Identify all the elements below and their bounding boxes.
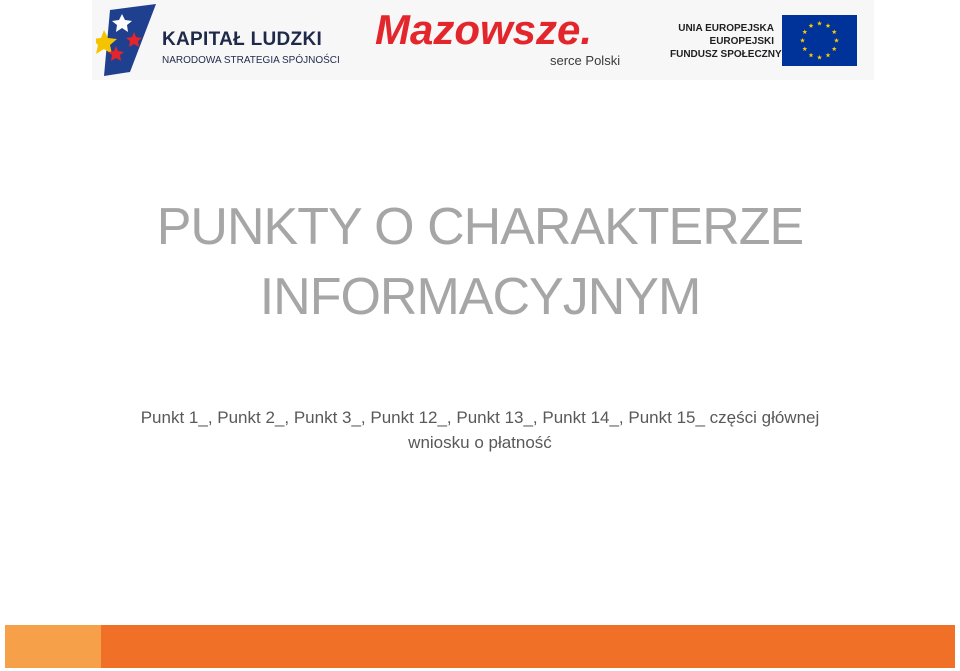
slide-title	[80, 192, 880, 332]
mazowsze-tagline: serce Polski	[550, 53, 621, 68]
eu-flag-icon	[782, 15, 857, 66]
eu-line-1: UNIA EUROPEJSKA	[678, 23, 774, 34]
mazowsze-wordmark-text: Mazowsze.	[375, 6, 593, 53]
kapital-ludzki-emblem-icon	[96, 4, 156, 76]
footer-bar	[5, 625, 955, 668]
slide-subtitle-line-2: wniosku o płatność	[408, 433, 552, 452]
slide-title-line-1: PUNKTY O CHARAKTERZE	[156, 198, 804, 256]
eu-text-block	[670, 22, 782, 61]
kapital-ludzki-logo	[96, 4, 341, 76]
mazowsze-logo	[375, 6, 635, 72]
mazowsze-wordmark	[375, 6, 635, 54]
footer-accent-block	[5, 625, 101, 668]
eu-line-3: FUNDUSZ SPOŁECZNY	[670, 49, 782, 60]
eu-line-2: EUROPEJSKI	[709, 36, 774, 47]
kapital-ludzki-title: KAPITAŁ LUDZKI	[162, 29, 323, 50]
logo-strip	[92, 0, 874, 80]
slide-subtitle-line-1: Punkt 1_, Punkt 2_, Punkt 3_, Punkt 12_, Punkt 13_, Punkt 14_, Punkt 15_ części głównej	[140, 408, 820, 427]
slide-title-line-2: INFORMACYJNYM	[259, 268, 701, 326]
kapital-ludzki-subtitle: NARODOWA STRATEGIA SPÓJNOŚCI	[162, 55, 340, 66]
slide-subtitle	[90, 405, 870, 455]
